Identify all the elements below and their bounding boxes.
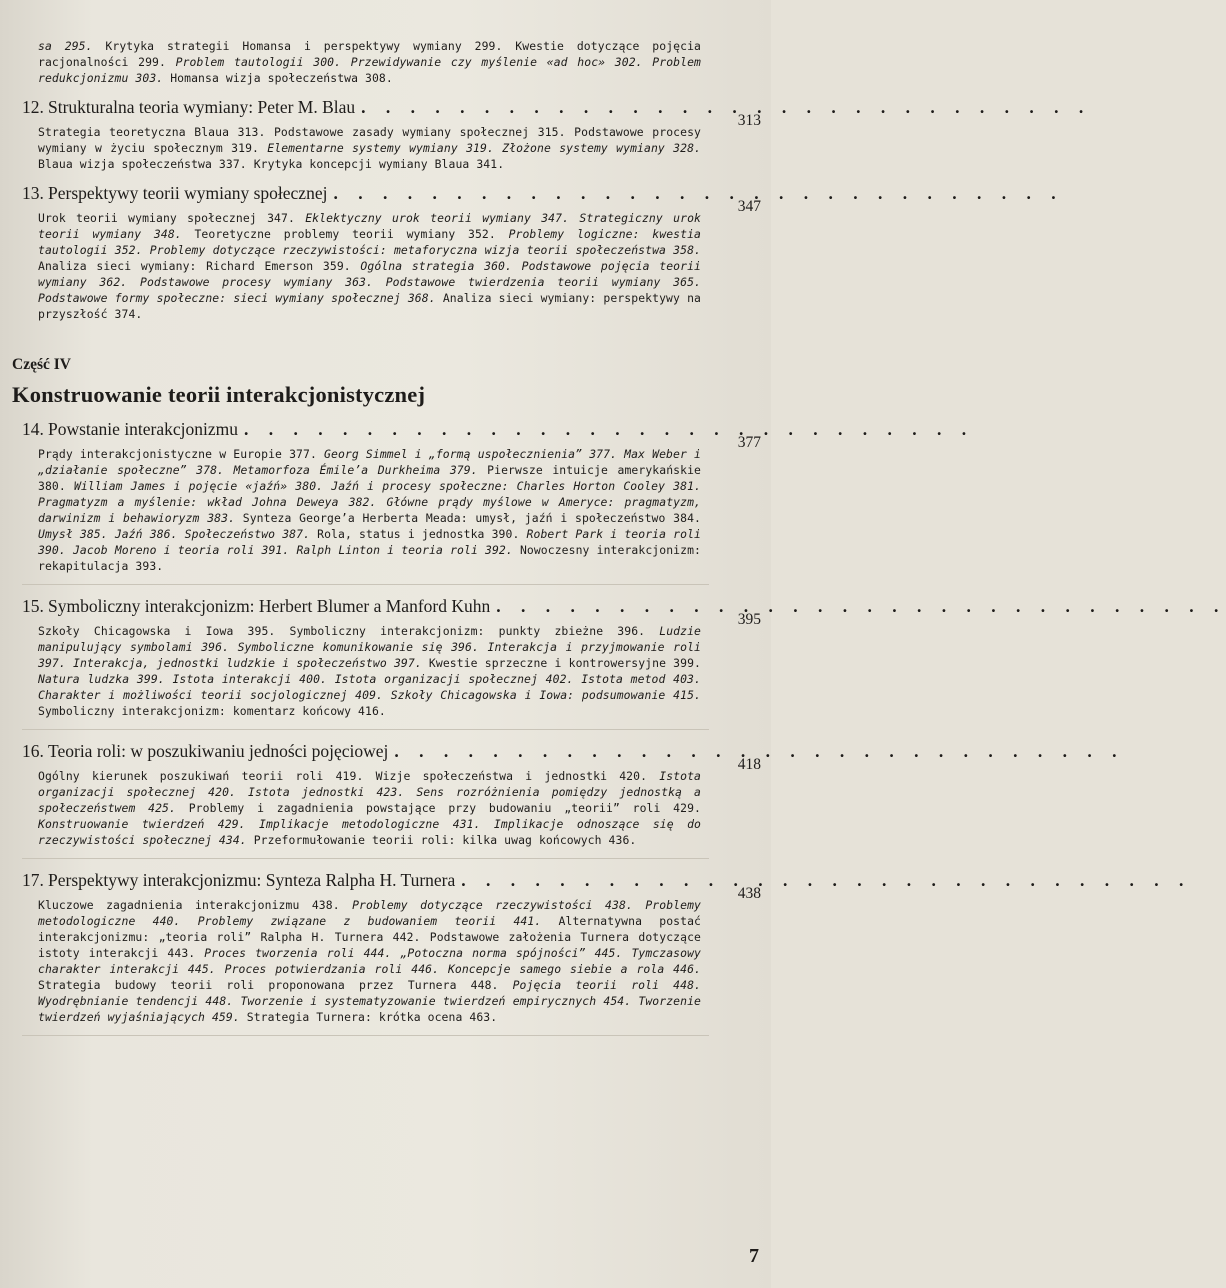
section-divider bbox=[22, 858, 709, 859]
entry-segment: Nowoczesny interakcjonizm: rekapitulacja 393. bbox=[38, 543, 701, 573]
entry-segment: Istota interakcji 400. bbox=[172, 672, 335, 686]
entry-segment: Podstawowe pojęcia teorii wymiany 362. bbox=[38, 259, 702, 289]
entry-segment: Pierwsze intuicje amerykańskie 380. bbox=[38, 463, 701, 493]
dot-leader: . . . . . . . . . . . . . . . . . . . . . . . . . . . . . . bbox=[333, 183, 1064, 203]
chapter-heading[interactable] bbox=[22, 869, 1192, 902]
entry-segment: Strategia Turnera: krótka ocena 463. bbox=[246, 1010, 498, 1024]
entry-segment: Ogólna strategia 360. bbox=[360, 259, 522, 273]
entry-segment: Kwestie sprzeczne i kontrowersyjne 399. bbox=[428, 656, 701, 670]
entry-segment: Prądy interakcjonistyczne w Europie 377. bbox=[38, 447, 325, 461]
entry-segment: Pojęcia teorii roli 448. bbox=[512, 978, 701, 992]
entry-segment: Przeformułowanie teorii roli: kilka uwag końcowych 436. bbox=[253, 833, 637, 847]
toc-chapter bbox=[22, 595, 1226, 719]
entry-segment: Blaua wizja społeczeństwa 337. bbox=[38, 157, 254, 171]
chapter-entries bbox=[38, 768, 701, 848]
entry-segment: Rola, status i jednostka 390. bbox=[317, 527, 527, 541]
entry-segment: Podstawowe zasady wymiany społecznej 315. bbox=[273, 125, 575, 139]
chapter-number: 12. bbox=[22, 97, 44, 117]
entry-segment: Elementarne systemy wymiany 319. bbox=[267, 141, 503, 155]
entry-segment: Urok teorii wymiany społecznej 347. bbox=[38, 211, 306, 225]
entry-segment: sa 295. bbox=[38, 39, 106, 53]
entry-segment: Problem tautologii 300. bbox=[175, 55, 351, 69]
entry-segment: Synteza George’a Herberta Meada: umysł, jaźń i społeczeństwo 384. bbox=[242, 511, 701, 525]
entry-segment: Analiza sieci wymiany: perspektywy na przyszłość 374. bbox=[38, 291, 701, 321]
section-divider bbox=[22, 729, 709, 730]
entry-segment: Georg Simmel i „formą uspołecznienia” 377. bbox=[324, 447, 625, 461]
dot-leader: . . . . . . . . . . . . . . . . . . . . . . . . . . . . . . bbox=[361, 97, 1092, 117]
entry-segment: Istota organizacji społecznej 402. bbox=[334, 672, 582, 686]
entry-segment: Eklektyczny urok teorii wymiany 347. bbox=[305, 211, 580, 225]
entry-segment: Jaźń 386. bbox=[114, 527, 185, 541]
toc-chapter bbox=[22, 418, 975, 574]
entry-segment: Krytyka strategii Homansa i perspektywy wymiany 299. bbox=[105, 39, 516, 53]
chapter-number: 13. bbox=[22, 183, 44, 203]
entry-segment: Alternatywna postać interakcjonizmu: „teoria roli” Ralpha H. Turnera 442. bbox=[38, 914, 702, 944]
chapter-entries bbox=[38, 446, 701, 574]
toc-chapter bbox=[22, 869, 1192, 1025]
entry-segment: Metamorfoza Émile’a Durkheima 379. bbox=[233, 463, 488, 477]
entry-segment: Symboliczny interakcjonizm: komentarz końcowy 416. bbox=[38, 704, 386, 718]
entry-segment: Podstawowe formy społeczne: sieci wymiany społecznej 368. bbox=[38, 291, 443, 305]
dot-leader: . . . . . . . . . . . . . . . . . . . . . . . . . . . . . . bbox=[394, 741, 1125, 761]
entry-segment: Społeczeństwo 387. bbox=[184, 527, 318, 541]
entry-segment: Wyodrębnianie tendencji 448. bbox=[38, 994, 241, 1008]
entry-segment: Podstawowe procesy wymiany w życiu społecznym 319. bbox=[38, 125, 701, 155]
section-divider bbox=[22, 1035, 709, 1036]
entry-segment: Koncepcje samego siebie a rola 446. bbox=[447, 962, 701, 976]
entry-segment: „Potoczna norma spójności” 445. bbox=[400, 946, 632, 960]
entry-segment: Umysł 385. bbox=[38, 527, 115, 541]
dot-leader: . . . . . . . . . . . . . . . . . . . . . . . . . . . . . . bbox=[244, 419, 975, 439]
entry-segment: Homansa wizja społeczeństwa 308. bbox=[170, 71, 393, 85]
chapter-title: Perspektywy interakcjonizmu: Synteza Ralpha H. Turnera bbox=[48, 870, 456, 890]
dot-leader: . . . . . . . . . . . . . . . . . . . . . . . . . . . . . . bbox=[461, 870, 1192, 890]
dot-leader: . . . . . . . . . . . . . . . . . . . . . . . . . . . . . . bbox=[496, 596, 1226, 616]
entry-segment: Problemy metodologiczne 440. bbox=[38, 898, 701, 928]
entry-segment: Tworzenie i systematyzowanie twierdzeń empirycznych 454. bbox=[240, 994, 639, 1008]
chapter-number: 16. bbox=[22, 741, 44, 761]
chapter-page-number: 377 bbox=[737, 434, 761, 451]
entry-segment: Tworzenie twierdzeń wyjaśniających 459. bbox=[38, 994, 702, 1024]
chapter-heading[interactable] bbox=[22, 595, 1226, 628]
entry-segment: Implikacje metodologiczne 431. bbox=[259, 817, 494, 831]
chapter-entries bbox=[38, 124, 701, 172]
chapter-number: 17. bbox=[22, 870, 44, 890]
entry-segment: Podstawowe założenia Turnera dotyczące istoty interakcji 443. bbox=[38, 930, 701, 960]
chapter-heading[interactable] bbox=[22, 418, 975, 451]
entry-segment: Interakcja, jednostki ludzkie i społeczeństwo 397. bbox=[72, 656, 429, 670]
entry-segment: William James i pojęcie «jaźń» 380. bbox=[73, 479, 332, 493]
chapter-heading[interactable] bbox=[22, 96, 1092, 129]
top-entry-text bbox=[38, 38, 701, 86]
entry-segment: Szkoły Chicagowska i Iowa: podsumowanie 415. bbox=[390, 688, 701, 702]
entry-segment: Ogólny kierunek poszukiwań teorii roli 419. bbox=[38, 769, 376, 783]
chapters-section-b bbox=[22, 418, 1226, 1036]
section-divider bbox=[22, 584, 709, 585]
chapter-title: Teoria roli: w poszukiwaniu jedności pojęciowej bbox=[48, 741, 389, 761]
entry-segment: Istota jednostki 423. bbox=[248, 785, 417, 799]
chapter-title: Perspektywy teorii wymiany społecznej bbox=[48, 183, 328, 203]
entry-segment: Natura ludzka 399. bbox=[38, 672, 173, 686]
entry-segment: Symboliczne komunikowanie się 396. bbox=[237, 640, 488, 654]
chapter-entries bbox=[38, 210, 701, 322]
entry-segment: Złożone systemy wymiany 328. bbox=[502, 141, 701, 155]
entry-segment: Konstruowanie twierdzeń 429. bbox=[38, 817, 259, 831]
entry-segment: Pragmatyzm a myślenie: wkład Johna Deweya 382. bbox=[38, 495, 387, 509]
entry-segment: Jacob Moreno i teoria roli 391. bbox=[72, 543, 297, 557]
entry-segment: Problemy i zagadnienia powstające przy budowaniu „teorii” roli 429. bbox=[188, 801, 702, 815]
entry-segment: Istota metod 403. bbox=[581, 672, 701, 686]
entry-segment: Podstawowe procesy wymiany 363. bbox=[139, 275, 386, 289]
entry-segment: Kluczowe zagadnienia interakcjonizmu 438. bbox=[38, 898, 353, 912]
entry-segment: Robert Park i teoria roli 390. bbox=[38, 527, 702, 557]
entry-segment: Problemy dotyczące rzeczywistości 438. bbox=[352, 898, 646, 912]
chapter-page-number: 418 bbox=[737, 756, 761, 773]
chapter-heading[interactable] bbox=[22, 182, 1064, 215]
entry-segment: Szkoły Chicagowska i Iowa 395. bbox=[38, 624, 290, 638]
chapter-title: Powstanie interakcjonizmu bbox=[48, 419, 239, 439]
chapter-heading[interactable] bbox=[22, 740, 1125, 773]
entry-segment: Interakcja i przyjmowanie roli 397. bbox=[38, 640, 701, 670]
toc-chapter bbox=[22, 182, 1064, 322]
entry-segment: Strategiczny urok teorii wymiany 348. bbox=[38, 211, 701, 241]
entry-segment: Charakter i możliwości teorii socjologicznej 409. bbox=[38, 688, 391, 702]
entry-segment: Ludzie manipulujący symbolami 396. bbox=[38, 624, 701, 654]
toc-chapter bbox=[22, 96, 1092, 172]
entry-segment: Problemy dotyczące rzeczywistości: metaforyczna wizja teorii społeczeństwa 358. bbox=[149, 243, 701, 257]
entry-segment: Strategia budowy teorii roli proponowana przez Turnera 448. bbox=[38, 978, 513, 992]
entry-segment: Proces tworzenia roli 444. bbox=[204, 946, 401, 960]
entry-segment: Krytyka koncepcji wymiany Blaua 341. bbox=[253, 157, 505, 171]
chapter-page-number: 347 bbox=[737, 198, 761, 215]
entry-segment: Jaźń i procesy społeczne: Charles Horton Cooley 381. bbox=[331, 479, 701, 493]
entry-segment: Kwestie dotyczące pojęcia racjonalności 299. bbox=[38, 39, 701, 69]
entry-segment: Przewidywanie czy myślenie «ad hoc» 302. bbox=[350, 55, 653, 69]
entry-segment: Problemy związane z budowaniem teorii 441. bbox=[197, 914, 559, 928]
entry-segment: Wizje społeczeństwa i jednostki 420. bbox=[375, 769, 660, 783]
part-label: Część IV bbox=[12, 356, 71, 373]
entry-segment: Problemy logiczne: kwestia tautologii 352. bbox=[38, 227, 701, 257]
toc-chapter bbox=[22, 740, 1125, 848]
chapter-title: Symboliczny interakcjonizm: Herbert Blumer a Manford Kuhn bbox=[48, 596, 491, 616]
chapter-number: 14. bbox=[22, 419, 44, 439]
chapter-number: 15. bbox=[22, 596, 44, 616]
chapter-page-number: 395 bbox=[737, 611, 761, 628]
chapter-entries bbox=[38, 623, 701, 719]
chapter-page-number: 313 bbox=[737, 112, 761, 129]
chapters-section-a bbox=[22, 96, 1092, 322]
page-folio: 7 bbox=[749, 1245, 759, 1267]
entry-segment: Problem redukcjonizmu 303. bbox=[38, 55, 701, 85]
part-title: Konstruowanie teorii interakcjonistycznej bbox=[12, 382, 426, 407]
entry-segment: Proces potwierdzania roli 446. bbox=[224, 962, 448, 976]
entry-segment: Symboliczny interakcjonizm: punkty zbieżne 396. bbox=[289, 624, 660, 638]
entry-segment: Istota organizacji społecznej 420. bbox=[38, 769, 702, 799]
entry-segment: Ralph Linton i teoria roli 392. bbox=[296, 543, 520, 557]
entry-segment: Sens rozróżnienia pomiędzy jednostką a społeczeństwem 425. bbox=[38, 785, 701, 815]
entry-segment: Teoretyczne problemy teorii wymiany 352. bbox=[194, 227, 509, 241]
entry-segment: Tymczasowy charakter interakcji 445. bbox=[38, 946, 702, 976]
entry-segment: Podstawowe twierdzenia teorii wymiany 365. bbox=[385, 275, 701, 289]
entry-segment: Implikacje odnoszące się do rzeczywistości społecznej 434. bbox=[38, 817, 701, 847]
entry-segment: Analiza sieci wymiany: Richard Emerson 359. bbox=[38, 259, 361, 273]
chapter-title: Strukturalna teoria wymiany: Peter M. Blau bbox=[48, 97, 356, 117]
chapter-page-number: 438 bbox=[737, 885, 761, 902]
chapter-entries bbox=[38, 897, 701, 1025]
entry-segment: Główne prądy myślowe w Ameryce: pragmatyzm, darwinizm i behawioryzm 383. bbox=[38, 495, 701, 525]
entry-segment: Strategia teoretyczna Blaua 313. bbox=[38, 125, 274, 139]
entry-segment: Max Weber i „działanie społeczne” 378. bbox=[38, 447, 701, 477]
